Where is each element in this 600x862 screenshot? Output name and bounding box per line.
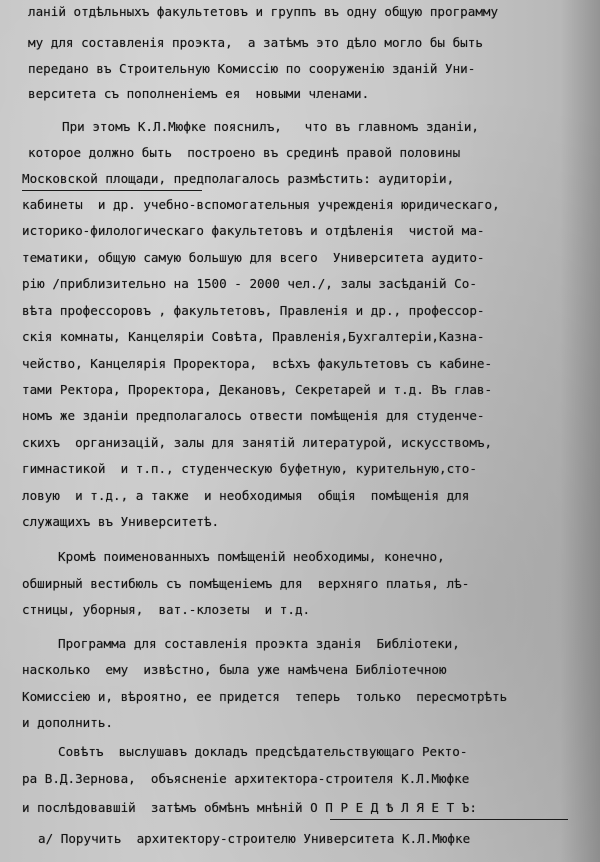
text-line-7: Московской площади, предполагалось размѣстить: аудиторіи, bbox=[22, 171, 455, 186]
text-line-1: ланій отдѣльныхъ факультетовъ и группъ въ одну общую программу bbox=[28, 4, 499, 19]
text-line-30: и послѣдовавшій затѣмъ обмѣнъ мнѣній О П Р Е Д Ѣ Л Я Е Т Ъ: bbox=[22, 800, 477, 815]
text-line-16: номъ же зданіи предполагалось отвести помѣщенія для студенче- bbox=[22, 408, 485, 423]
text-line-19: ловую и т.д., а также и необходимыя общія помѣщенія для bbox=[22, 488, 470, 503]
text-line-24: Программа для составленія проэкта зданія Библіотеки, bbox=[58, 636, 460, 651]
text-line-11: рію /приблизительно на 1500 - 2000 чел./, залы засѣданій Со- bbox=[22, 276, 477, 291]
text-line-31: а/ Поручить архитектору-строителю Университета К.Л.Мюфке bbox=[38, 831, 471, 846]
page-edge-shadow bbox=[560, 0, 600, 862]
text-line-25: насколько ему извѣстно, была уже намѣчена Библіотечною bbox=[22, 662, 447, 677]
text-line-13: скія комнаты, Канцеляріи Совѣта, Правленія,Бухгалтеріи,Казна- bbox=[22, 329, 485, 344]
text-line-2: му для составленія проэкта, а затѣмъ это дѣло могло бы быть bbox=[28, 35, 483, 50]
text-line-22: обширный вестибюль съ помѣщеніемъ для верхняго платья, лѣ- bbox=[22, 576, 470, 591]
text-line-28: Совѣтъ выслушавъ докладъ предсѣдательствующаго Ректо- bbox=[58, 744, 468, 759]
text-line-8: кабинеты и др. учебно-вспомогательныя учрежденія юридическаго, bbox=[22, 197, 500, 212]
text-line-12: вѣта профессоровъ , факультетовъ, Правленія и др., профессор- bbox=[22, 303, 485, 318]
text-line-4: верситета съ пополненіемъ ея новыми членами. bbox=[28, 86, 370, 101]
text-line-15: тами Ректора, Проректора, Декановъ, Секретарей и т.д. Въ глав- bbox=[22, 382, 493, 397]
text-line-18: гимнастикой и т.п., студенческую буфетную, курительную,сто- bbox=[22, 461, 477, 476]
text-line-17: скихъ организацій, залы для занятій литературой, искусствомъ, bbox=[22, 435, 493, 450]
text-line-9: историко-филологическаго факультетовъ и отдѣленія чистой ма- bbox=[22, 223, 485, 238]
text-line-14: чейство, Канцелярія Проректора, всѣхъ факультетовъ съ кабине- bbox=[22, 356, 493, 371]
text-line-23: стницы, уборныя, ват.-клозеты и т.д. bbox=[22, 602, 311, 617]
text-line-21: Кромѣ поименованныхъ помѣщеній необходимы, конечно, bbox=[58, 549, 445, 564]
text-line-20: служащихъ въ Университетѣ. bbox=[22, 514, 220, 529]
text-line-5: При этомъ К.Л.Мюфке пояснилъ, что въ главномъ зданіи, bbox=[62, 119, 480, 134]
text-line-27: и дополнить. bbox=[22, 715, 113, 730]
handwritten-underline bbox=[22, 190, 202, 191]
text-line-10: тематики, общую самую большую для всего Университета аудито- bbox=[22, 250, 485, 265]
text-line-26: Комиссіею и, вѣроятно, ее придется теперь только пересмотрѣть bbox=[22, 689, 508, 704]
resolution-underline bbox=[330, 819, 568, 820]
text-line-3: передано въ Строительную Комиссію по сооруженію зданій Уни- bbox=[28, 61, 476, 76]
text-line-6: которое должно быть построено въ срединѣ правой половины bbox=[28, 145, 461, 160]
text-line-29: ра В.Д.Зернова, объясненіе архитектора-строителя К.Л.Мюфке bbox=[22, 771, 470, 786]
